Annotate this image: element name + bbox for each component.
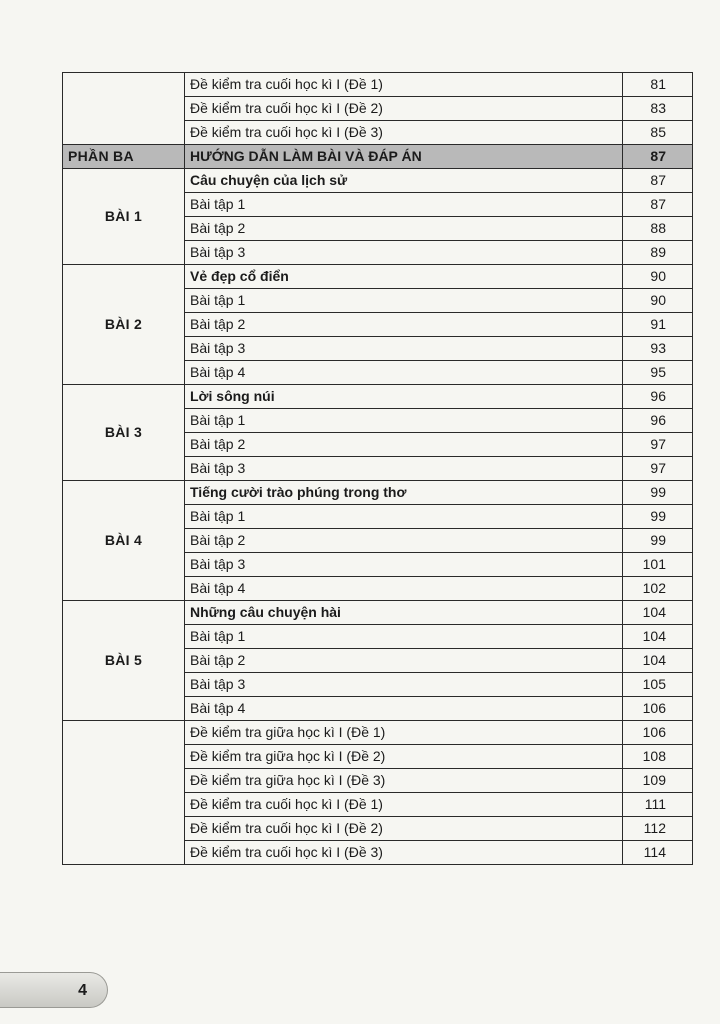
lesson-page: 90	[623, 265, 693, 289]
test-title: Đề kiểm tra giữa học kì I (Đề 2)	[185, 745, 623, 769]
exercise-title: Bài tập 3	[185, 553, 623, 577]
lesson-page: 104	[623, 601, 693, 625]
test-page: 109	[623, 769, 693, 793]
lesson-title: Những câu chuyện hài	[185, 601, 623, 625]
entry-page: 83	[623, 97, 693, 121]
exercise-title: Bài tập 1	[185, 289, 623, 313]
exercise-title: Bài tập 3	[185, 337, 623, 361]
exercise-title: Bài tập 3	[185, 241, 623, 265]
exercise-page: 101	[623, 553, 693, 577]
test-page: 112	[623, 817, 693, 841]
test-page: 114	[623, 841, 693, 865]
test-title: Đề kiểm tra cuối học kì I (Đề 2)	[185, 817, 623, 841]
exercise-page: 102	[623, 577, 693, 601]
test-title: Đề kiểm tra giữa học kì I (Đề 1)	[185, 721, 623, 745]
exercise-page: 95	[623, 361, 693, 385]
exercise-title: Bài tập 2	[185, 217, 623, 241]
part-label: PHẦN BA	[63, 145, 185, 169]
exercise-title: Bài tập 2	[185, 433, 623, 457]
entry-title: Đề kiểm tra cuối học kì I (Đề 1)	[185, 73, 623, 97]
test-page: 108	[623, 745, 693, 769]
page-number: 4	[0, 972, 108, 1008]
exercise-title: Bài tập 1	[185, 409, 623, 433]
exercise-title: Bài tập 1	[185, 193, 623, 217]
lesson-title: Câu chuyện của lịch sử	[185, 169, 623, 193]
exercise-page: 93	[623, 337, 693, 361]
section-label-empty	[63, 73, 185, 145]
exercise-title: Bài tập 2	[185, 313, 623, 337]
exercise-title: Bài tập 4	[185, 697, 623, 721]
test-title: Đề kiểm tra giữa học kì I (Đề 3)	[185, 769, 623, 793]
exercise-page: 105	[623, 673, 693, 697]
lesson-title-row	[63, 481, 693, 505]
lesson-title-row	[63, 601, 693, 625]
table-of-contents	[62, 72, 693, 865]
exercise-page: 91	[623, 313, 693, 337]
lesson-page: 87	[623, 169, 693, 193]
exercise-page: 106	[623, 697, 693, 721]
exercise-page: 99	[623, 505, 693, 529]
exercise-page: 99	[623, 529, 693, 553]
exercise-page: 88	[623, 217, 693, 241]
lesson-page: 96	[623, 385, 693, 409]
test-page: 106	[623, 721, 693, 745]
exercise-page: 97	[623, 433, 693, 457]
lesson-label: BÀI 5	[63, 601, 185, 721]
test-title: Đề kiểm tra cuối học kì I (Đề 1)	[185, 793, 623, 817]
exercise-page: 104	[623, 625, 693, 649]
exercise-title: Bài tập 2	[185, 529, 623, 553]
lesson-title: Vẻ đẹp cổ điển	[185, 265, 623, 289]
exercise-page: 97	[623, 457, 693, 481]
exercise-title: Bài tập 4	[185, 577, 623, 601]
lesson-label: BÀI 4	[63, 481, 185, 601]
exercise-title: Bài tập 1	[185, 505, 623, 529]
test-row	[63, 721, 693, 745]
lesson-title-row	[63, 385, 693, 409]
part-page: 87	[623, 145, 693, 169]
section-label-empty	[63, 721, 185, 865]
entry-title: Đề kiểm tra cuối học kì I (Đề 3)	[185, 121, 623, 145]
lesson-page: 99	[623, 481, 693, 505]
toc-row	[63, 73, 693, 97]
entry-page: 85	[623, 121, 693, 145]
exercise-page: 89	[623, 241, 693, 265]
exercise-page: 96	[623, 409, 693, 433]
test-page: 111	[623, 793, 693, 817]
exercise-title: Bài tập 1	[185, 625, 623, 649]
lesson-title: Tiếng cười trào phúng trong thơ	[185, 481, 623, 505]
lesson-title-row	[63, 169, 693, 193]
lesson-label: BÀI 2	[63, 265, 185, 385]
lesson-title: Lời sông núi	[185, 385, 623, 409]
exercise-title: Bài tập 2	[185, 649, 623, 673]
exercise-title: Bài tập 4	[185, 361, 623, 385]
part-title: HƯỚNG DẪN LÀM BÀI VÀ ĐÁP ÁN	[185, 145, 623, 169]
test-title: Đề kiểm tra cuối học kì I (Đề 3)	[185, 841, 623, 865]
entry-page: 81	[623, 73, 693, 97]
lesson-label: BÀI 3	[63, 385, 185, 481]
exercise-title: Bài tập 3	[185, 457, 623, 481]
exercise-page: 90	[623, 289, 693, 313]
lesson-label: BÀI 1	[63, 169, 185, 265]
exercise-page: 87	[623, 193, 693, 217]
entry-title: Đề kiểm tra cuối học kì I (Đề 2)	[185, 97, 623, 121]
lesson-title-row	[63, 265, 693, 289]
exercise-title: Bài tập 3	[185, 673, 623, 697]
exercise-page: 104	[623, 649, 693, 673]
part-header-row	[63, 145, 693, 169]
